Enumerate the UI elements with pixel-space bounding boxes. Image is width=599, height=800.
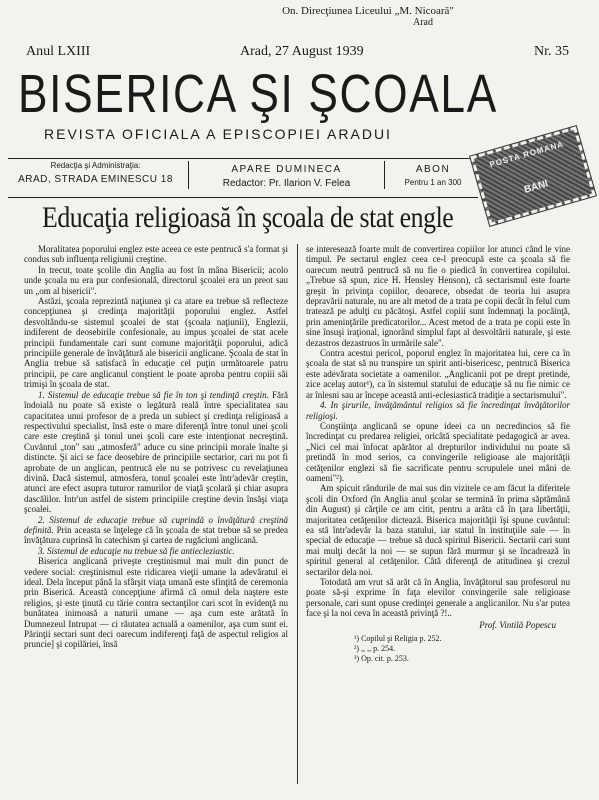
subscription-label: ABON <box>415 164 451 175</box>
point-1-heading: 1. Sistemul de educaţie trebue să fie în ton şi tendinţă creştin. <box>38 389 269 400</box>
subscription-info <box>388 161 478 187</box>
article-paragraph: Totodată am vrut să arăt că în Anglia, învăţătorul sau profesorul nu poate să-şi exprime în faţa elevilor convingerile sale religioase personale, cari sunt opuse credinţei generale a anglicanilor. Nu s'ar putea face şi la noi ceva în această privinţă ?!.. <box>306 577 570 619</box>
point-2-heading: 2. Sistemul de educaţie trebue să cuprindă o învăţătură creştină definită. <box>24 514 288 535</box>
point-3-heading: 3. Sistemul de educaţie nu trebue să fie antiecleziastic. <box>38 545 235 556</box>
administration-label: Redacţia şi Administraţia: <box>50 161 141 170</box>
issue-meta-row <box>26 44 569 64</box>
article-paragraph: Am spicuit rândurile de mai sus din vizitele ce am făcut la diferitele şcoli din Oxford (în Anglia anul şcolar se termină în prima săptămână din August) şi cărţile ce am citit, pentru a arăta că în ţara libertăţii, majoritatea cetăţenilor dictează. Biserica majorităţii îşi spune cuvântul: ea stă într'adevăr la baza statului, iar statul în instituţiile sale — în special de educaţie — trebue să ducă spiritul Bisericii. Sectarii cari sunt mai mulţi decât la noi — se supun fără murmur şi se încadrează în spiritul general al cetăţenilor. Câtă diferenţă de atitudinea şi crezul sectarilor dela noi. <box>306 483 570 577</box>
article-paragraph: Moralitatea poporului englez este aceea ce este pentrucă s'a format şi condus sub influenţa religiunii creştine. <box>24 244 288 265</box>
info-bar <box>8 158 478 198</box>
ownership-stamp-text: On. Direcţiunea Liceului „M. Nicoară" <box>282 5 454 17</box>
point-2-text: Prin aceasta se înţelege că în şcoala de stat trebue să se predea învăţătura cuprinsă în catechism şi cartea de rugăciuni anglicană. <box>24 524 288 546</box>
issue-number: Nr. 35 <box>534 44 569 59</box>
point-1-text: Fără îndoială nu poate să existe o legătură reală între specialitatea sau capacitatea unui profesor de a preda un subiect şi credinţa religioasă a respectivului specialist, însă este o mare diferenţă între tonul unei şcoli care este creştină şi tonul unei şcoli care este intenţionat necreştină. Cuvântul „ton" sau „atmosferă" aduce cu sine principii morale înalte şi distincte. Şi aici se face deosebire de principiile sectarior, cari nu pot fi aprobate de un anglican, pentrucă ele nu se potrivesc cu revelaţiunea divină. Dacă sistemul, atmosfera, tonul şcoalei este într'adevăr creştin, atunci are efect asupra tuturor ramurilor de viaţă şcolară şi chiar asupra dascălilor. Intr'un astfel de sistem principiile creştine devin însăşi viaţa şcoalei. <box>24 389 289 515</box>
postage-stamp-country: POSTA ROMANA <box>488 139 565 170</box>
article-right-column <box>306 244 570 664</box>
article-paragraph: se interesează foarte mult de convertirea copiilor lor atunci când le vine timpul. Pe sectarul englez ceea ce-l preocupă este ca şcoala să fie oarecum neutră pentrucă să nu fie o piedică în convertirea copilului. „Trebue să spun, zice H. Hensley Henson), că sectarismul este foarte greşit în privinţa copiilor, deoarece, obsedat de teoria lui asupra depravării naturale, nu are alt metod de a trata pe copii decât în felul cum tratează pe adulţi cu păcătoşi. Astfel copiii sunt îndemnaţi la pocăinţă, prin ameninţările predicatorilor... Acest metod de a trata pe copii este în sine însuşi iraţional, ignorând simplul fapt al desvoltării naturale, şi este dezastros dezastruos în urmările sale". <box>306 244 570 348</box>
administration-info <box>8 161 183 185</box>
article-paragraph: Contra acestui pericol, poporul englez în majoritatea lui, cere ca în şcoala de stat să nu transpire un spirit anti-bisericesc, pentrucă Biserica este adevărata societate a oamenilor. „Anglicanii pot pe drept pretinde, zice acelaş autor¹), ca în sistemul statului de educaţie să nu fie nimic ce ar înlesni sau ar începe această anti-eclesiastică tradiţie a sectarismului". <box>306 348 570 400</box>
administration-address: ARAD, STRADA EMINESCU 18 <box>18 174 173 185</box>
postage-stamp-value: BANI <box>522 178 550 196</box>
publication-info <box>188 161 385 189</box>
editor-text: Redactor: Pr. Ilarion V. Felea <box>222 178 351 189</box>
point-4-text: Conştiinţa anglicană se opune ideei ca un necredincios să fie încredinţat cu predarea religiei, oricâtă specialitate pedagogică ar avea. „Nici cel mai înfocat apărător al drepturilor individului nu poate să pretindă în mod serios, ca convingerile religioase ale majorităţii cetăţenilor englezi să fie sacrificate pentru scrupulele unei mâni de oameni"²). <box>306 420 570 483</box>
appears-text: APARE DUMINECA <box>231 164 342 175</box>
issue-date: Arad, 27 August 1939 <box>240 44 364 59</box>
ownership-stamp-city: Arad <box>413 17 433 28</box>
masthead-subtitle: REVISTA OFICIALA A EPISCOPIEI ARADUI <box>44 126 392 142</box>
footnotes <box>306 634 570 664</box>
postage-stamp <box>470 126 596 226</box>
masthead-title: BISERICA ŞI ŞCOALA <box>18 64 498 124</box>
ownership-stamp <box>238 5 498 29</box>
point-4-heading: 4. In şirurile, învăţământul religios să fie încredinţat învăţătorilor religioşi. <box>306 400 570 421</box>
issue-year: Anul LXIII <box>26 44 91 59</box>
article-author: Prof. Vintilă Popescu <box>479 619 556 630</box>
article-left-column <box>24 244 288 650</box>
article-paragraph: Astăzi, şcoala reprezintă naţiunea şi ca atare ea trebue să reflecteze concepţiunea şi credinţa majorităţii poporului englez. Astfel desvoltându-se sistemul şcoalei de stat (şcoala naţiunii), Englezii, indiferent de deosebirile confesionale, au impus şcoalei de stat acele principii fundamentale cari sunt comune majorităţii poporului, adică principiile generale de învăţătură ale bisericii anglicane. Şcoala de stat în Anglia trebue să satisfacă în educaţie cel puţin următoarele patru principii, pe care anglicanul conştient le poate aproba pentru copiii săi trimişi în şcoala de stat. <box>24 296 288 390</box>
column-divider <box>297 244 298 784</box>
point-3 <box>24 546 288 556</box>
footnote: ²) ,, ,, p. 254. <box>354 644 396 654</box>
article-title: Educaţia religioasă în şcoala de stat engle <box>42 201 454 234</box>
point-2 <box>24 515 288 546</box>
point-4 <box>306 400 570 421</box>
point-3-text: Biserica anglicană priveşte creştinismul mai mult din punct de vedere social: creştinismul este ridicarea vieţii umane la adevăratul ei ideal. Dela început până la sfârşit viaţa umană este sfinţită de ceremonia prin Biserică. Această concepţiune afirmă că omul dela naştere este religios, şi este ţinută cu tărie contra sectanţilor cari scot în evidenţă nu bunătatea inimoasă a naturii umane — aşa cum este arătată în Dumnezeul Intrupat — ci răutatea actuală a oamenilor, aşa cum sunt ei. Părinţii sectari sunt deci oarecum indiferenţi faţă de aspectul religios al pruncie] şi copilăriei, însă <box>24 556 288 650</box>
subscription-text: Pentru 1 an 300 <box>404 178 462 187</box>
point-1 <box>24 390 288 515</box>
footnote: ³) Op. cit. p. 253. <box>354 654 409 664</box>
article-paragraph: In trecut, toate şcolile din Anglia au fost în mâna Bisericii; acolo unde şcoala nu era pur confesională, directorul şcoalei era un preot sau un „om al bisericii". <box>24 264 288 296</box>
footnote: ¹) Copilul şi Religia p. 252. <box>354 634 442 644</box>
